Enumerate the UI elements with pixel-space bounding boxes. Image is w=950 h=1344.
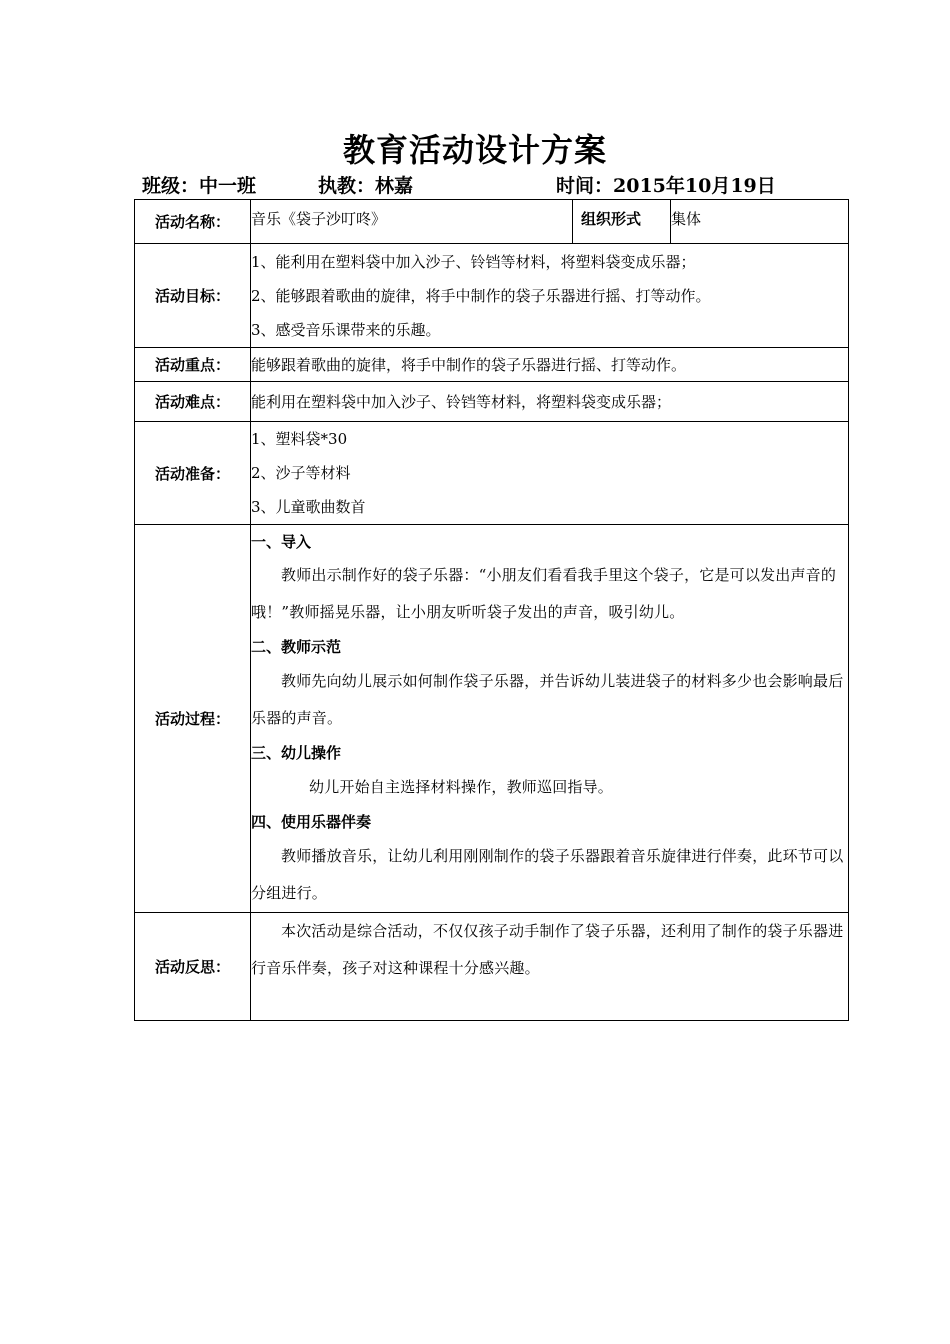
activity-goals-content (251, 244, 849, 348)
organization-form-label: 组织形式 (573, 200, 671, 244)
step-heading: 一、导入 (251, 533, 312, 551)
organization-form-value: 集体 (671, 200, 849, 244)
reflection-content (251, 913, 849, 1021)
step-text: 教师先向幼儿展示如何制作袋子乐器，并告诉幼儿装进袋子的材料多少也会影响最后乐器的声音。 (251, 672, 844, 727)
step-text: 幼儿开始自主选择材料操作，教师巡回指导。 (309, 778, 614, 796)
preparation-content (251, 422, 849, 525)
key-point-value: 能够跟着歌曲的旋律，将手中制作的袋子乐器进行摇、打等动作。 (251, 348, 849, 382)
difficulty-label: 活动难点： (135, 382, 251, 422)
reflection-text: 本次活动是综合活动，不仅仅孩子动手制作了袋子乐器，还利用了制作的袋子乐器进行音乐伴奏，孩子对这种课程十分感兴趣。 (251, 922, 844, 977)
row-activity-goals (135, 244, 849, 348)
time-label: 时间： (556, 175, 614, 197)
goal-item: 3、感受音乐课带来的乐趣。 (251, 320, 441, 339)
goal-item: 1、能利用在塑料袋中加入沙子、铃铛等材料，将塑料袋变成乐器； (251, 252, 696, 271)
step-text: 教师出示制作好的袋子乐器：“小朋友们看看我手里这个袋子，它是可以发出声音的哦！”教师摇晃乐器，让小朋友听听袋子发出的声音，吸引幼儿。 (251, 566, 837, 621)
class-value: 中一班 (199, 175, 257, 197)
class-label: 班级： (142, 175, 200, 197)
step-heading: 二、教师示范 (251, 638, 342, 656)
prep-item: 2、沙子等材料 (251, 464, 351, 482)
process-label: 活动过程： (135, 525, 251, 913)
step-text: 教师播放音乐，让幼儿利用刚刚制作的袋子乐器跟着音乐旋律进行伴奏，此环节可以分组进行。 (251, 847, 844, 902)
activity-plan-table (134, 199, 849, 1021)
row-key-point (135, 348, 849, 382)
row-difficulty (135, 382, 849, 422)
key-point-label: 活动重点： (135, 348, 251, 382)
time-value: 2015年10月19日 (613, 175, 776, 197)
row-activity-name (135, 200, 849, 244)
step-heading: 三、幼儿操作 (251, 744, 342, 762)
activity-name-value: 音乐《袋子沙叮咚》 (251, 200, 573, 244)
difficulty-value: 能利用在塑料袋中加入沙子、铃铛等材料，将塑料袋变成乐器； (251, 382, 849, 422)
row-preparation (135, 422, 849, 525)
prep-item: 3、儿童歌曲数首 (251, 498, 366, 516)
goal-item: 2、能够跟着歌曲的旋律，将手中制作的袋子乐器进行摇、打等动作。 (251, 286, 711, 305)
step-heading: 四、使用乐器伴奏 (251, 813, 372, 831)
row-reflection (135, 913, 849, 1021)
process-content (251, 525, 849, 913)
prep-item: 1、塑料袋*30 (251, 430, 348, 448)
preparation-label: 活动准备： (135, 422, 251, 525)
teacher-label: 执教： (318, 175, 376, 197)
reflection-label: 活动反思： (135, 913, 251, 1021)
teacher-value: 林嘉 (375, 175, 414, 197)
page-title: 教育活动设计方案 (342, 131, 607, 169)
class-info (142, 172, 256, 200)
activity-goals-label: 活动目标： (135, 244, 251, 348)
time-info (556, 172, 776, 200)
teacher-info (318, 172, 413, 200)
row-process (135, 525, 849, 913)
activity-name-label: 活动名称： (135, 200, 251, 244)
